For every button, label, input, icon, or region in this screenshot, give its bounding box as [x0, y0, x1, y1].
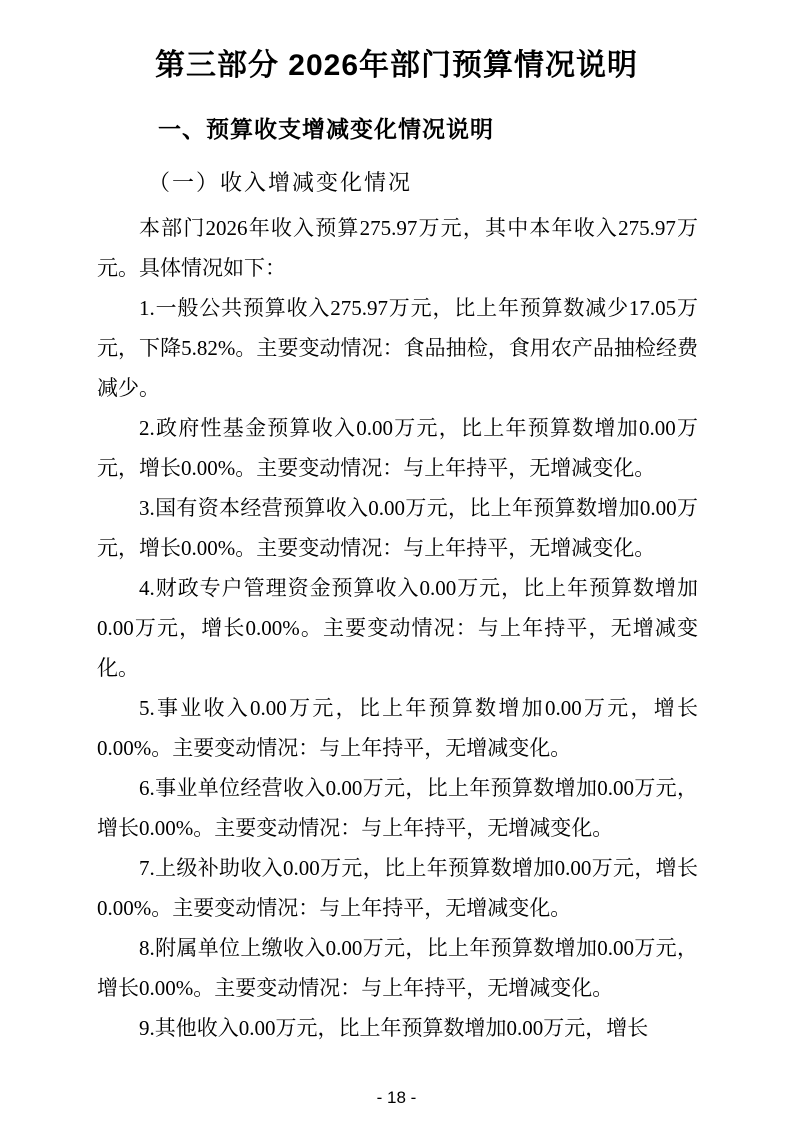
paragraph-fiscal-special-account-income: 4.财政专户管理资金预算收入0.00万元，比上年预算数增加0.00万元，增长0.00%。主要变动情况：与上年持平，无增减变化。 — [97, 576, 698, 680]
paragraph-affiliated-unit-remittance-income: 8.附属单位上缴收入0.00万元，比上年预算数增加0.00万元，增长0.00%。主要变动情况：与上年持平，无增减变化。 — [97, 936, 698, 1000]
paragraph-institution-income: 5.事业收入0.00万元，比上年预算数增加0.00万元，增长0.00%。主要变动情况：与上年持平，无增减变化。 — [97, 696, 698, 760]
paragraph-other-income: 9.其他收入0.00万元，比上年预算数增加0.00万元，增长 — [139, 1016, 649, 1040]
paragraph-general-public-budget-income: 1.一般公共预算收入275.97万元，比上年预算数减少17.05万元，下降5.82%。主要变动情况：食品抽检，食用农产品抽检经费减少。 — [97, 296, 698, 400]
paragraph-total-income: 本部门2026年收入预算275.97万元，其中本年收入275.97万元。具体情况如下： — [97, 216, 698, 280]
paragraph-institution-operating-income: 6.事业单位经营收入0.00万元，比上年预算数增加0.00万元，增长0.00%。主要变动情况：与上年持平，无增减变化。 — [97, 776, 698, 840]
paragraph-superior-subsidy-income: 7.上级补助收入0.00万元，比上年预算数增加0.00万元，增长0.00%。主要变动情况：与上年持平，无增减变化。 — [97, 856, 698, 920]
subsection-heading: （一）收入增减变化情况 — [148, 170, 413, 195]
document-body — [97, 208, 698, 1048]
paragraph-state-capital-income: 3.国有资本经营预算收入0.00万元，比上年预算数增加0.00万元，增长0.00%。主要变动情况：与上年持平，无增减变化。 — [97, 496, 698, 560]
page-title: 第三部分 2026年部门预算情况说明 — [154, 49, 639, 82]
paragraph-government-fund-income: 2.政府性基金预算收入0.00万元，比上年预算数增加0.00万元，增长0.00%。主要变动情况：与上年持平，无增减变化。 — [97, 416, 698, 480]
page-number: - 18 - — [376, 1088, 417, 1107]
section-heading: 一、预算收支增减变化情况说明 — [158, 116, 494, 142]
